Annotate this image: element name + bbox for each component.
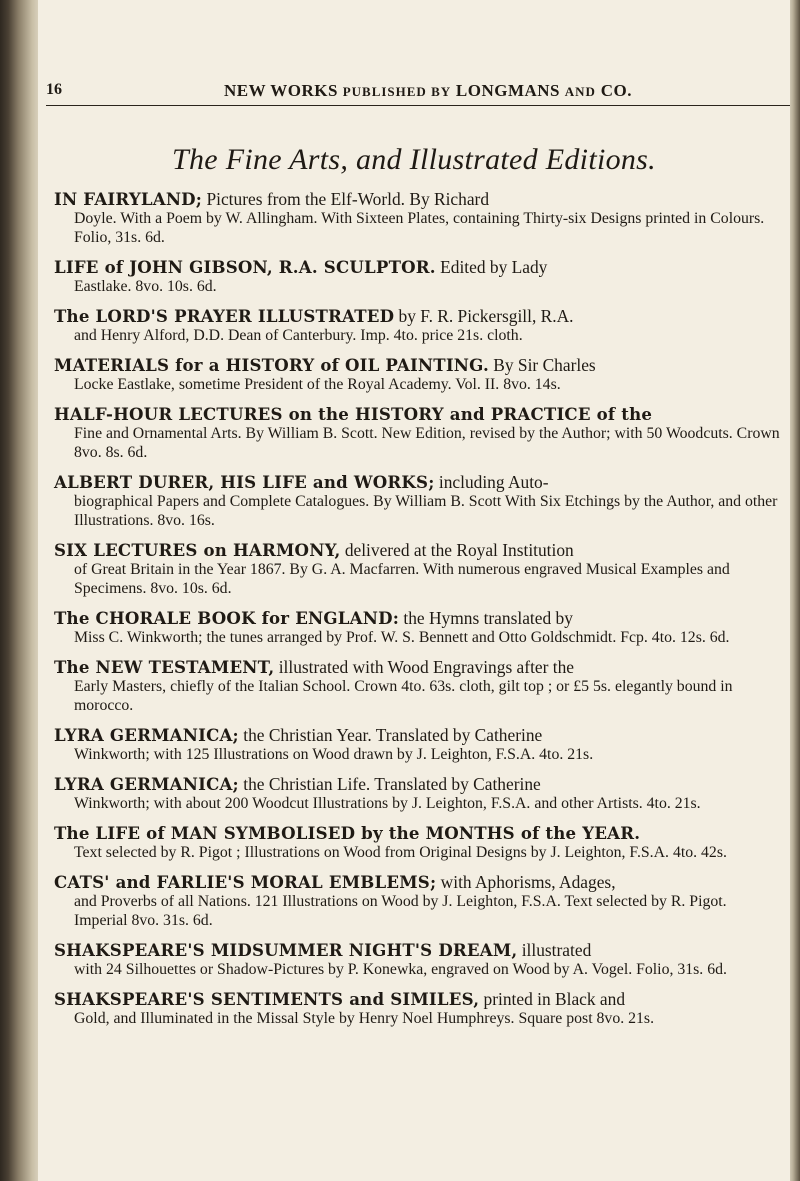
catalogue-entry [54, 658, 780, 715]
catalogue-entry [54, 258, 780, 296]
catalogue-entry [54, 726, 780, 764]
entry-title: The LORD'S PRAYER ILLUSTRATED [54, 306, 395, 326]
running-head-part: AND [564, 84, 596, 99]
catalogue-entry [54, 941, 780, 979]
entry-title: IN FAIRYLAND; [54, 189, 203, 209]
catalogue-entry [54, 824, 780, 862]
running-head-part: LONGMANS [451, 81, 565, 100]
entry-lead: by F. R. Pickersgill, R.A. [394, 306, 574, 326]
entry-body: and Henry Alford, D.D. Dean of Canterbury. Imp. 4to. price 21s. cloth. [74, 327, 523, 344]
entry-title: LYRA GERMANICA; [54, 774, 239, 794]
entry-body: Miss C. Winkworth; the tunes arranged by Prof. W. S. Bennett and Otto Goldschmidt. Fcp. 4to. 12s. 6d. [74, 629, 730, 646]
running-head-part: NEW WORKS [224, 81, 343, 100]
entry-lead: Pictures from the Elf-World. By Richard [202, 189, 490, 209]
entry-title: SIX LECTURES on HARMONY, [54, 540, 341, 560]
entry-lead: illustrated with Wood Engravings after the [274, 657, 575, 677]
entry-title: SHAKSPEARE'S SENTIMENTS and SIMILES, [54, 989, 480, 1009]
catalogue-entry [54, 873, 780, 930]
catalogue-entries [54, 190, 780, 1039]
entry-lead: with Aphorisms, Adages, [436, 872, 616, 892]
catalogue-entry [54, 609, 780, 647]
running-head [224, 81, 632, 101]
page-number: 16 [46, 81, 62, 98]
catalogue-entry [54, 356, 780, 394]
entry-title: HALF-HOUR LECTURES on the HISTORY and PRACTICE of the [54, 404, 653, 424]
entry-title: SHAKSPEARE'S MIDSUMMER NIGHT'S DREAM, [54, 940, 518, 960]
entry-body: Winkworth; with about 200 Woodcut Illustrations by J. Leighton, F.S.A. and other Artists. 4to. 21s. [74, 795, 701, 812]
entry-body: Text selected by R. Pigot ; Illustrations on Wood from Original Designs by J. Leighton, F.S.A. 4to. 42s. [74, 844, 727, 861]
catalogue-entry [54, 307, 780, 345]
entry-lead: Edited by Lady [435, 257, 548, 277]
entry-body: Early Masters, chiefly of the Italian School. Crown 4to. 63s. cloth, gilt top ; or £5 5s. elegantly bound in morocco. [74, 678, 733, 714]
entry-title: The LIFE of MAN SYMBOLISED by the MONTHS of the YEAR. [54, 823, 641, 843]
entry-lead: printed in Black and [479, 989, 626, 1009]
catalogue-entry [54, 190, 780, 247]
entry-body: biographical Papers and Complete Catalogues. By William B. Scott With Six Etchings by the Author, and other Illustrations. 8vo. 16s. [74, 493, 778, 529]
catalogue-entry [54, 405, 780, 462]
section-title: The Fine Arts, and Illustrated Editions. [172, 143, 656, 176]
entry-title: LYRA GERMANICA; [54, 725, 239, 745]
entry-title: LIFE of JOHN GIBSON, R.A. SCULPTOR. [54, 257, 436, 277]
entry-body: Gold, and Illuminated in the Missal Style by Henry Noel Humphreys. Square post 8vo. 21s. [74, 1010, 655, 1027]
entry-title: MATERIALS for a HISTORY of OIL PAINTING. [54, 355, 489, 375]
entry-body: with 24 Silhouettes or Shadow-Pictures by P. Konewka, engraved on Wood by A. Vogel. Folio, 31s. 6d. [74, 961, 727, 978]
entry-body: Locke Eastlake, sometime President of the Royal Academy. Vol. II. 8vo. 14s. [74, 376, 561, 393]
entry-body: Winkworth; with 125 Illustrations on Wood drawn by J. Leighton, F.S.A. 4to. 21s. [74, 746, 594, 763]
catalogue-entry [54, 990, 780, 1028]
entry-lead: the Hymns translated by [399, 608, 573, 628]
catalogue-entry [54, 775, 780, 813]
entry-body: Fine and Ornamental Arts. By William B. Scott. New Edition, revised by the Author; with 50 Woodcuts. Crown 8vo. 8s. 6d. [74, 425, 780, 461]
entry-body: Doyle. With a Poem by W. Allingham. With Sixteen Plates, containing Thirty-six Designs printed in Colours. Folio, 31s. 6d. [74, 210, 765, 246]
catalogue-entry [54, 473, 780, 530]
entry-title: The CHORALE BOOK for ENGLAND: [54, 608, 400, 628]
entry-lead: By Sir Charles [488, 355, 596, 375]
entry-body: and Proverbs of all Nations. 121 Illustrations on Wood by J. Leighton, F.S.A. Text selected by R. Pigot. Imperial 8vo. 31s. 6d. [74, 893, 727, 929]
book-page [38, 0, 790, 1181]
entry-body: of Great Britain in the Year 1867. By G. A. Macfarren. With numerous engraved Musical Examples and Specimens. 8vo. 10s. 6d. [74, 561, 730, 597]
running-head-part: PUBLISHED BY [342, 84, 452, 99]
entry-lead: the Christian Year. Translated by Catherine [238, 725, 543, 745]
entry-lead: including Auto- [434, 472, 549, 492]
entry-lead: the Christian Life. Translated by Catherine [238, 774, 541, 794]
catalogue-entry [54, 541, 780, 598]
page-header [46, 81, 790, 106]
running-head-part: CO. [595, 81, 632, 100]
entry-title: ALBERT DURER, HIS LIFE and WORKS; [54, 472, 435, 492]
entry-lead: illustrated [517, 940, 592, 960]
entry-title: The NEW TESTAMENT, [54, 657, 275, 677]
entry-lead: delivered at the Royal Institution [340, 540, 574, 560]
entry-title: CATS' and FARLIE'S MORAL EMBLEMS; [54, 872, 437, 892]
entry-body: Eastlake. 8vo. 10s. 6d. [74, 278, 217, 295]
